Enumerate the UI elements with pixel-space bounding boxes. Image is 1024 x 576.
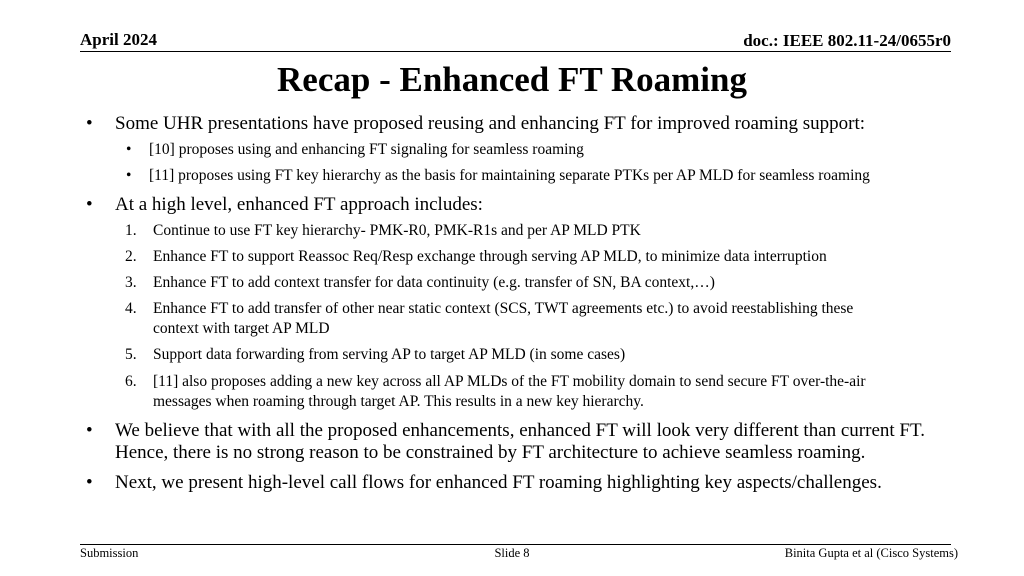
bullet-text-continued: Hence, there is no strong reason to be constrained by FT architecture to achieve seamless roaming. xyxy=(115,442,866,463)
bullet-text: We believe that with all the proposed enhancements, enhanced FT will look very different than current FT. xyxy=(115,420,925,441)
sub-bullet-marker: • xyxy=(126,167,132,184)
header-rule xyxy=(80,51,951,52)
sub-bullet-text: [11] proposes using FT key hierarchy as the basis for maintaining separate PTKs per AP MLD for seamless roaming xyxy=(149,167,870,184)
header-date: April 2024 xyxy=(80,30,157,49)
footer-authors: Binita Gupta et al (Cisco Systems) xyxy=(784,546,958,560)
bullet-text: At a high level, enhanced FT approach includes: xyxy=(115,194,483,215)
bullet-marker: • xyxy=(86,194,93,215)
bullet-marker: • xyxy=(86,472,93,493)
bullet-text: Some UHR presentations have proposed reusing and enhancing FT for improved roaming support: xyxy=(115,113,866,134)
numbered-item-text-continued: messages when roaming through target AP. This results in a new key hierarchy. xyxy=(153,393,644,410)
numbered-marker: 3. xyxy=(125,274,137,291)
numbered-marker: 6. xyxy=(125,373,137,390)
sub-bullet-marker: • xyxy=(126,141,132,158)
bullet-text: Next, we present high-level call flows for enhanced FT roaming highlighting key aspects/challenges. xyxy=(115,472,882,493)
numbered-item-text: Continue to use FT key hierarchy- PMK-R0, PMK-R1s and per AP MLD PTK xyxy=(153,222,641,239)
sub-bullet-text: [10] proposes using and enhancing FT signaling for seamless roaming xyxy=(149,141,584,158)
slide-title: Recap - Enhanced FT Roaming xyxy=(277,60,747,99)
footer-slide-number: Slide 8 xyxy=(494,546,530,560)
header-doc-id: doc.: IEEE 802.11-24/0655r0 xyxy=(743,31,951,50)
numbered-item-text-continued: context with target AP MLD xyxy=(153,320,330,337)
numbered-marker: 4. xyxy=(125,300,137,317)
numbered-marker: 5. xyxy=(125,346,137,363)
numbered-item-text: Enhance FT to support Reassoc Req/Resp exchange through serving AP MLD, to minimize data interruption xyxy=(153,248,827,265)
bullet-marker: • xyxy=(86,113,93,134)
bullet-marker: • xyxy=(86,420,93,441)
footer-submission: Submission xyxy=(80,546,139,560)
footer-rule xyxy=(80,544,951,545)
numbered-item-text: Support data forwarding from serving AP to target AP MLD (in some cases) xyxy=(153,346,626,363)
numbered-item-text: [11] also proposes adding a new key across all AP MLDs of the FT mobility domain to send secure FT over-the-air xyxy=(153,373,866,390)
numbered-item-text: Enhance FT to add context transfer for data continuity (e.g. transfer of SN, BA context,…) xyxy=(153,274,715,291)
numbered-marker: 2. xyxy=(125,248,137,265)
numbered-marker: 1. xyxy=(125,222,137,239)
numbered-item-text: Enhance FT to add transfer of other near static context (SCS, TWT agreements etc.) to avoid reestablishing these xyxy=(153,300,854,317)
